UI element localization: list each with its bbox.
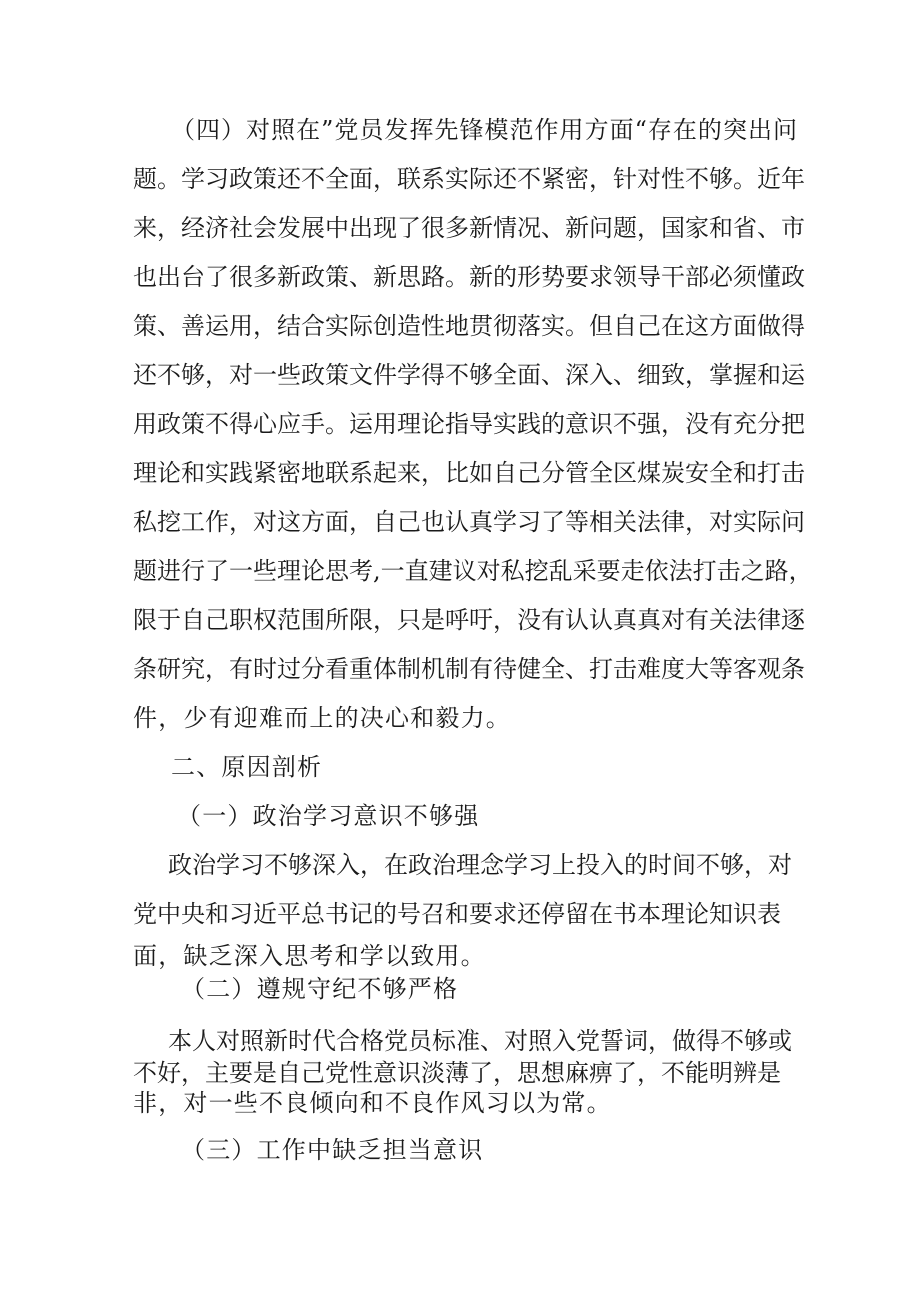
text-line: 条研究，有时过分看重体制机制有待健全、打击难度大等客观条: [133, 655, 805, 683]
text-line: 用政策不得心应手。运用理论指导实践的意识不强，没有充分把: [133, 410, 805, 438]
text-line: 件，少有迎难而上的决心和毅力。: [133, 704, 511, 732]
text-line: （四）对照在”党员发挥先锋模范作用方面“存在的突出问: [171, 116, 797, 144]
text-line: 面，缺乏深入思考和学以致用。: [133, 942, 486, 970]
section-heading: 二、原因剖析: [171, 753, 323, 781]
subsection-heading: （二）遵规守纪不够严格: [181, 975, 459, 1003]
text-line: 党中央和习近平总书记的号召和要求还停留在书本理论知识表: [133, 900, 781, 928]
text-line: 非，对一些不良倾向和不良作风习以为常。: [133, 1089, 612, 1117]
text-line: 策、善运用，结合实际创造性地贯彻落实。但自己在这方面做得: [133, 312, 805, 340]
subsection-heading: （三）工作中缺乏担当意识: [181, 1136, 484, 1164]
subsection-heading: （一）政治学习意识不够强: [177, 802, 480, 830]
text-line: 本人对照新时代合格党员标准、对照入党誓词，做得不够或: [168, 1027, 792, 1055]
text-line: 题进行了一些理论思考,一直建议对私挖乱采要走依法打击之路，: [133, 557, 813, 585]
text-line: 也出台了很多新政策、新思路。新的形势要求领导干部必须懂政: [133, 263, 805, 291]
text-line: 政治学习不够深入，在政治理念学习上投入的时间不够，对: [168, 851, 792, 879]
text-line: 来，经济社会发展中出现了很多新情况、新问题，国家和省、市: [133, 214, 805, 242]
text-line: 理论和实践紧密地联系起来，比如自己分管全区煤炭安全和打击: [133, 459, 805, 487]
text-line: 题。学习政策还不全面，联系实际还不紧密，针对性不够。近年: [133, 165, 805, 193]
text-line: 还不够，对一些政策文件学得不够全面、深入、细致，掌握和运: [133, 361, 805, 389]
text-line: 私挖工作，对这方面，自己也认真学习了等相关法律，对实际问: [133, 508, 805, 536]
text-line: 不好，主要是自己党性意识淡薄了，思想麻痹了，不能明辨是: [133, 1059, 781, 1087]
text-line: 限于自己职权范围所限，只是呼吁，没有认认真真对有关法律逐: [133, 606, 805, 634]
